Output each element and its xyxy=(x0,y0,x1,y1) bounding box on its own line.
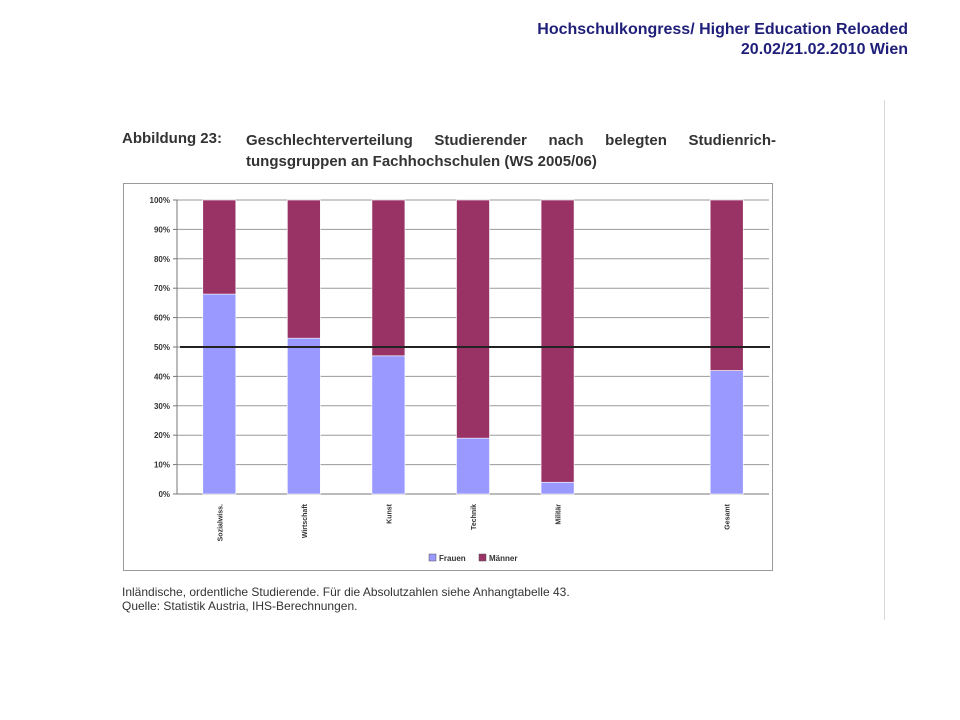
y-tick-label: 70% xyxy=(153,284,170,294)
bar-mnner-3 xyxy=(372,200,405,356)
figure-label: Abbildung 23: xyxy=(122,130,222,147)
bar-frauen-5 xyxy=(541,482,574,494)
x-tick-label: Militär xyxy=(555,504,563,525)
bar-frauen-4 xyxy=(457,438,490,494)
bar-mnner-1 xyxy=(203,200,236,294)
bar-mnner-4 xyxy=(457,200,490,438)
note-source: Quelle: Statistik Austria, IHS-Berechnungen. xyxy=(122,599,358,613)
bar-mnner-5 xyxy=(541,200,574,482)
legend-label: Frauen xyxy=(439,554,466,563)
y-tick-label: 40% xyxy=(153,372,170,382)
stacked-bar-chart xyxy=(124,184,772,570)
bar-frauen-1 xyxy=(203,294,236,494)
figure-notes xyxy=(122,585,570,613)
figure-title: Geschlechterverteilung Studierender nach belegten Studienrich-tungsgruppen an Fachhochschulen (WS 2005/06) xyxy=(246,132,776,170)
x-tick-label: Kunst xyxy=(386,504,394,524)
y-tick-label: 20% xyxy=(153,431,170,441)
legend-swatch-mnner xyxy=(479,554,486,561)
y-tick-label: 60% xyxy=(153,313,170,323)
note-population: Inländische, ordentliche Studierende. Für die Absolutzahlen siehe Anhangtabelle 43. xyxy=(122,585,570,599)
header-title: Hochschulkongress/ Higher Education Reloaded xyxy=(537,21,908,38)
y-tick-label: 50% xyxy=(153,343,170,352)
slide-divider xyxy=(884,100,885,620)
x-tick-label: Gesamt xyxy=(724,504,732,530)
y-tick-label: 80% xyxy=(153,254,170,264)
x-tick-label: Wirtschaft xyxy=(301,504,309,539)
header-date: 20.02/21.02.2010 Wien xyxy=(740,41,908,58)
bar-mnner-7 xyxy=(710,200,743,371)
y-tick-label: 10% xyxy=(153,460,170,470)
bar-mnner-2 xyxy=(287,200,320,338)
bar-frauen-7 xyxy=(710,371,743,494)
chart-frame xyxy=(123,183,773,571)
y-tick-label: 30% xyxy=(153,401,170,411)
x-tick-label: Sozialwiss. xyxy=(217,504,225,542)
y-tick-label: 90% xyxy=(153,225,170,235)
legend-label: Männer xyxy=(489,554,518,563)
bar-frauen-3 xyxy=(372,356,405,494)
bar-frauen-2 xyxy=(287,338,320,494)
y-tick-label: 100% xyxy=(149,196,170,205)
legend-swatch-frauen xyxy=(429,554,436,561)
x-tick-label: Technik xyxy=(471,504,478,530)
presentation-header xyxy=(537,20,908,60)
y-tick-label: 0% xyxy=(158,490,170,499)
